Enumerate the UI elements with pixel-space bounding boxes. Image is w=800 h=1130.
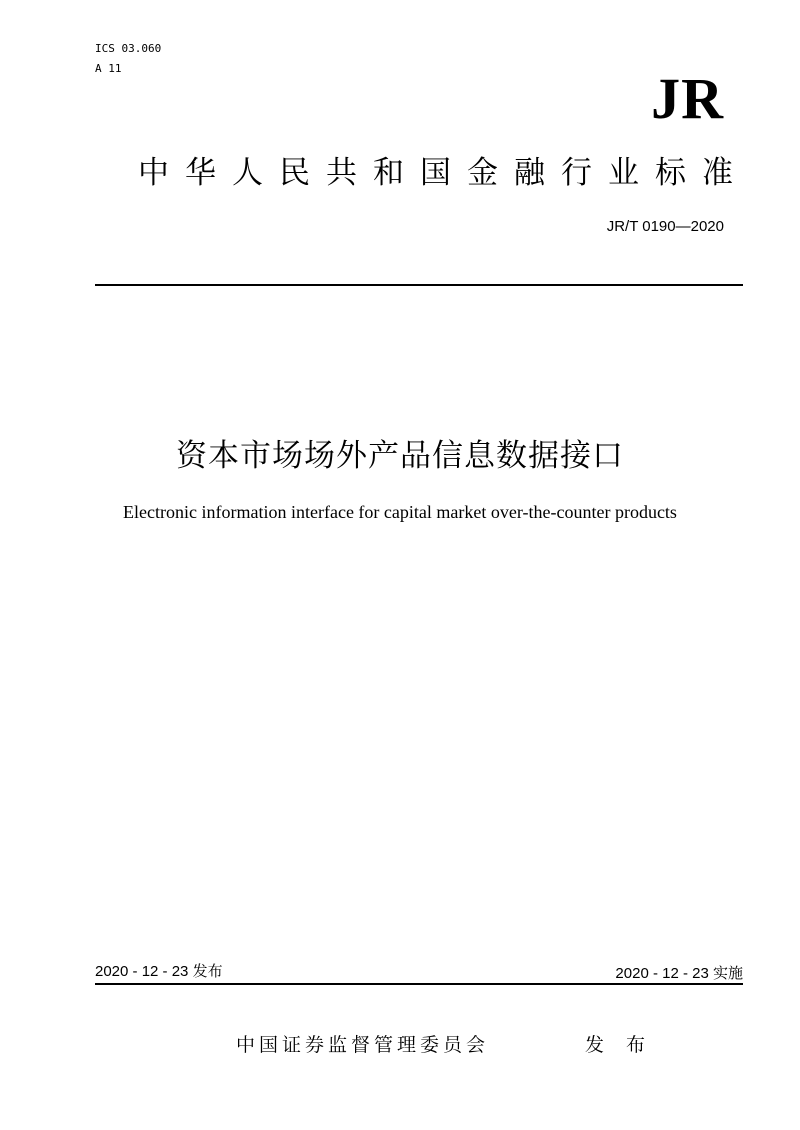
standard-number: JR/T 0190—2020 [606, 218, 724, 235]
issue-date: 2020 - 12 - 23 发布 [95, 963, 223, 980]
document-title-english: Electronic information interface for capital market over-the-counter products [123, 502, 677, 522]
publish-label: 发 布 [585, 1034, 654, 1056]
ccs-code: A 11 [95, 62, 122, 75]
ics-code: ICS 03.060 [95, 42, 162, 55]
implementation-date: 2020 - 12 - 23 实施 [615, 965, 743, 982]
standard-category-name: 中华人民共和国金融行业标准 [138, 155, 749, 191]
document-title-chinese: 资本市场场外产品信息数据接口 [176, 438, 624, 474]
publisher-name: 中国证券监督管理委员会 [236, 1034, 490, 1056]
bottom-divider [95, 983, 743, 985]
jr-logo: JR [651, 66, 724, 131]
top-divider [95, 284, 743, 286]
